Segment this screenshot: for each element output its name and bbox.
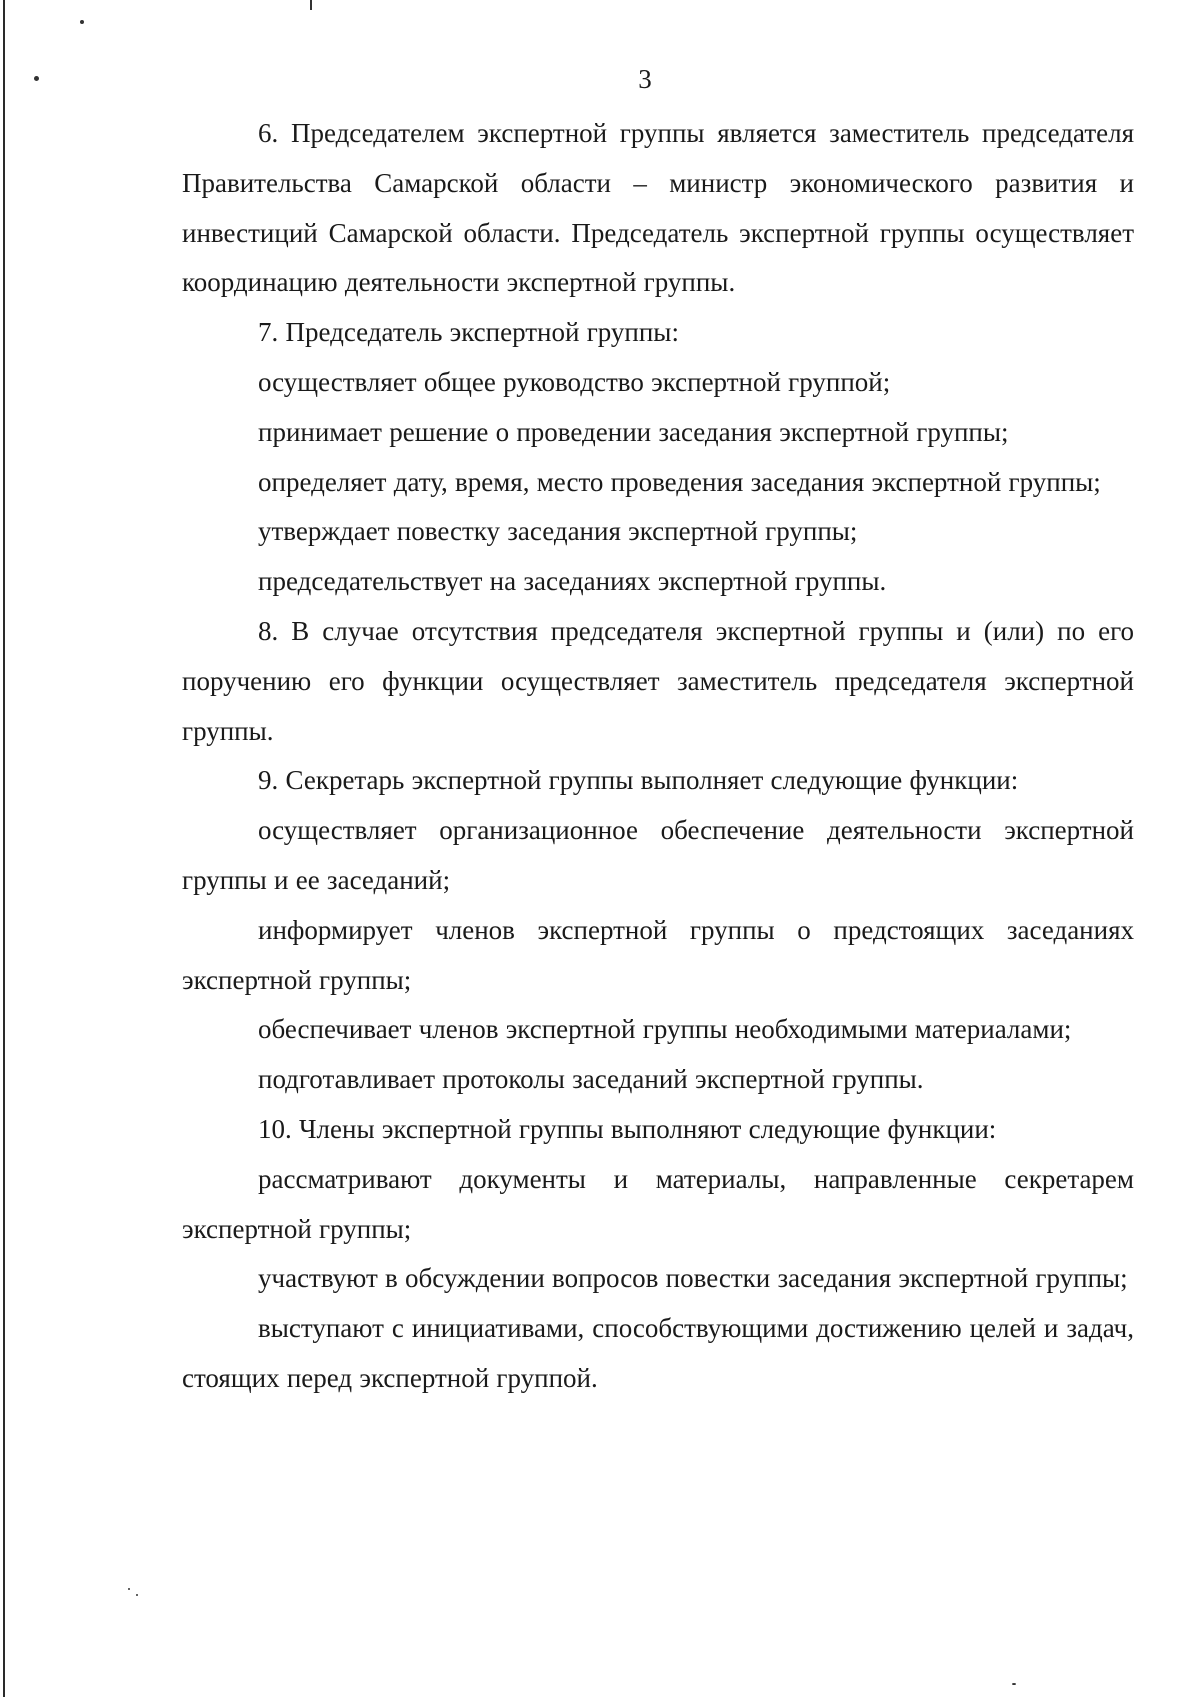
paragraph-9: 9. Секретарь экспертной группы выполняет следующие функции: — [258, 765, 1019, 796]
scan-speck — [128, 1588, 130, 1590]
paragraph-9-item: информирует членов экспертной группы о предстоящих заседаниях экспертной группы; — [182, 914, 1134, 995]
scan-speck — [80, 20, 84, 24]
scan-top-mark — [310, 0, 312, 10]
paragraph-10: 10. Члены экспертной группы выполняют следующие функции: — [258, 1113, 997, 1144]
paragraph-9-item: осуществляет организационное обеспечение деятельности экспертной группы и ее заседаний; — [182, 815, 1134, 895]
paragraph-7-item: председательствует на заседаниях экспертной группы. — [258, 566, 887, 597]
paragraph-10-item: рассматривают документы и материалы, направленные секретарем экспертной группы; — [182, 1163, 1134, 1244]
paragraph-10-item: участвуют в обсуждении вопросов повестки заседания экспертной группы; — [258, 1263, 1128, 1294]
paragraph-9-item: подготавливает протоколы заседаний экспертной группы. — [258, 1064, 924, 1095]
scan-speck — [136, 1594, 138, 1596]
paragraph-7-item: осуществляет общее руководство экспертной группой; — [258, 366, 891, 397]
scan-speck — [1012, 1683, 1016, 1685]
paragraph-7-item: определяет дату, время, место проведения заседания экспертной группы; — [258, 466, 1101, 497]
paragraph-7: 7. Председатель экспертной группы: — [258, 317, 679, 348]
paragraph-8: 8. В случае отсутствия председателя экспертной группы и (или) по его поручению его функции осуществляет заместитель председателя экспертной группы. — [182, 615, 1134, 746]
page-number: 3 — [638, 64, 652, 94]
paragraph-6: 6. Председателем экспертной группы является заместитель председателя Правительства Самарской области – министр экономического развития и инвестиций Самарской области. Председатель экспертной группы осуществляет координацию деятельности экспертной группы. — [182, 118, 1134, 298]
document-body — [182, 109, 1134, 1404]
paragraph-10-item: выступают с инициативами, способствующими достижению целей и задач, стоящих перед экспертной группой. — [182, 1313, 1134, 1393]
paragraph-7-item: принимает решение о проведении заседания экспертной группы; — [258, 416, 1009, 447]
scan-left-border — [3, 0, 5, 1697]
paragraph-9-item: обеспечивает членов экспертной группы необходимыми материалами; — [258, 1014, 1072, 1045]
paragraph-7-item: утверждает повестку заседания экспертной группы; — [258, 516, 858, 547]
